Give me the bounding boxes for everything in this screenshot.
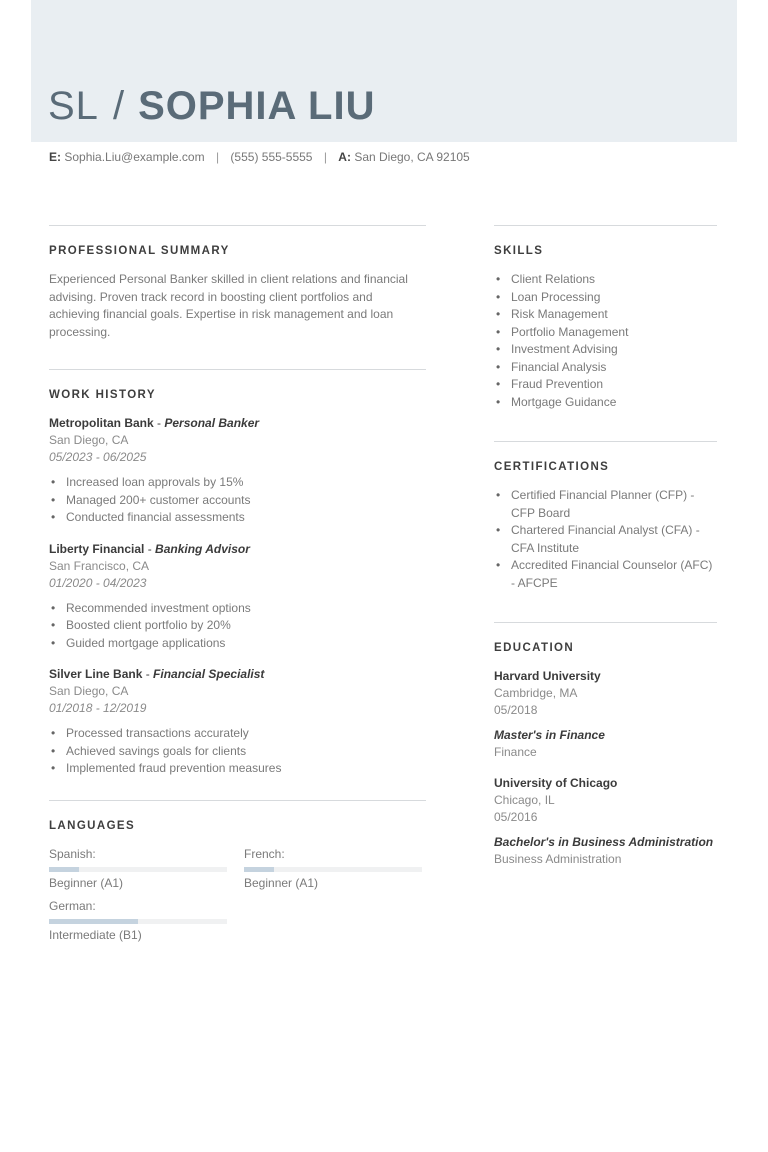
job-bullet: • Managed 200+ customer accounts xyxy=(49,492,426,510)
job-bullet: • Conducted financial assessments xyxy=(49,509,426,527)
language-level: Intermediate (B1) xyxy=(49,927,142,942)
education-title: EDUCATION xyxy=(494,642,575,654)
job-bullet: • Recommended investment options xyxy=(49,600,426,618)
job-company: Metropolitan Bank xyxy=(49,416,154,430)
job-location: San Diego, CA xyxy=(49,433,129,447)
certification-item: • Accredited Financial Counselor (AFC) - AFCPE xyxy=(494,557,717,592)
languages-grid xyxy=(49,846,426,976)
job-bullets xyxy=(49,474,426,527)
skill-item: • Client Relations xyxy=(494,271,717,289)
address-value: San Diego, CA 92105 xyxy=(354,150,470,164)
education-degree: Master's in Finance xyxy=(494,728,605,742)
skill-item: • Loan Processing xyxy=(494,289,717,307)
skills-section xyxy=(494,225,717,441)
job-company: Liberty Financial xyxy=(49,541,145,556)
skill-item: • Portfolio Management xyxy=(494,324,717,342)
work-section xyxy=(49,369,426,800)
skill-item: • Financial Analysis xyxy=(494,359,717,377)
contact-separator: | xyxy=(215,150,220,164)
language-item xyxy=(244,846,422,891)
education-date: 05/2018 xyxy=(494,703,538,717)
language-level: Beginner (A1) xyxy=(244,875,319,890)
section-divider xyxy=(49,369,426,370)
language-bar-fill xyxy=(244,867,274,872)
contact-line xyxy=(49,150,470,164)
language-name: German: xyxy=(49,898,96,913)
job-entry xyxy=(49,666,426,778)
section-divider xyxy=(494,622,717,623)
job-bullet: • Achieved savings goals for clients xyxy=(49,743,426,761)
right-column xyxy=(494,225,717,910)
language-level: Beginner (A1) xyxy=(49,875,124,890)
education-field: Finance xyxy=(494,745,537,759)
job-bullet: • Increased loan approvals by 15% xyxy=(49,474,426,492)
certification-item: • Certified Financial Planner (CFP) - CFP Board xyxy=(494,487,717,522)
summary-section xyxy=(49,225,426,369)
name-slash: / xyxy=(112,84,125,128)
language-item xyxy=(49,846,227,891)
education-field: Business Administration xyxy=(494,852,622,866)
address-label: A: xyxy=(338,150,351,164)
name-heading xyxy=(48,82,375,130)
education-location: Cambridge, MA xyxy=(494,686,578,700)
job-location: San Diego, CA xyxy=(49,684,129,698)
job-company: Silver Line Bank xyxy=(49,667,143,681)
language-bar xyxy=(244,867,422,872)
job-entry xyxy=(49,541,426,653)
section-divider xyxy=(494,225,717,226)
job-bullets xyxy=(49,600,426,653)
language-item xyxy=(49,898,227,943)
language-name: French: xyxy=(244,846,285,861)
phone-value[interactable]: (555) 555-5555 xyxy=(230,150,313,164)
name-initials: SL xyxy=(48,84,99,128)
job-bullet: • Guided mortgage applications xyxy=(49,635,426,653)
certifications-list xyxy=(494,487,717,592)
job-bullets xyxy=(49,725,426,778)
job-dates: 01/2020 - 04/2023 xyxy=(49,575,147,590)
email-label: E: xyxy=(49,150,61,164)
job-dash: - xyxy=(153,416,165,430)
education-location: Chicago, IL xyxy=(494,793,555,807)
education-entry xyxy=(494,668,717,761)
language-bar xyxy=(49,919,227,924)
education-degree: Bachelor's in Business Administration xyxy=(494,835,714,849)
skills-title: SKILLS xyxy=(494,245,544,257)
job-dates: 05/2023 - 06/2025 xyxy=(49,450,147,464)
education-school: University of Chicago xyxy=(494,776,618,790)
education-school: Harvard University xyxy=(494,669,601,683)
job-title xyxy=(49,666,426,683)
job-dash: - xyxy=(144,541,156,556)
section-divider xyxy=(49,800,426,801)
email-value[interactable]: Sophia.Liu@example.com xyxy=(64,150,205,164)
job-bullet: • Implemented fraud prevention measures xyxy=(49,760,426,778)
certifications-title: CERTIFICATIONS xyxy=(494,461,610,473)
skill-item: • Fraud Prevention xyxy=(494,376,717,394)
language-bar-fill xyxy=(49,919,138,924)
job-role: Financial Specialist xyxy=(153,667,265,681)
full-name: SOPHIA LIU xyxy=(138,84,376,128)
job-bullet: • Processed transactions accurately xyxy=(49,725,426,743)
job-title xyxy=(49,415,426,432)
job-title xyxy=(49,541,426,558)
job-bullet: • Boosted client portfolio by 20% xyxy=(49,617,426,635)
languages-section xyxy=(49,800,426,1004)
language-bar xyxy=(49,867,227,872)
job-role: Personal Banker xyxy=(164,416,260,430)
job-location: San Francisco, CA xyxy=(49,558,150,573)
summary-text: Experienced Personal Banker skilled in client relations and financial advising. Proven track record in boosting client portfolios and achieving financial goals. Expertise in risk management and loan processing. xyxy=(49,272,408,339)
job-role: Banking Advisor xyxy=(155,541,250,556)
job-dates: 01/2018 - 12/2019 xyxy=(49,701,147,715)
languages-title: LANGUAGES xyxy=(49,819,136,832)
contact-separator: | xyxy=(323,150,327,164)
skill-item: • Risk Management xyxy=(494,306,717,324)
skills-list xyxy=(494,271,717,411)
language-bar-fill xyxy=(49,867,79,872)
skill-item: • Investment Advising xyxy=(494,341,717,359)
section-divider xyxy=(49,225,426,226)
certifications-section xyxy=(494,441,717,622)
skill-item: • Mortgage Guidance xyxy=(494,394,717,412)
education-date: 05/2016 xyxy=(494,810,538,824)
education-entry xyxy=(494,775,717,868)
summary-title: PROFESSIONAL SUMMARY xyxy=(49,245,230,257)
work-title: WORK HISTORY xyxy=(49,389,156,401)
section-divider xyxy=(494,441,717,442)
left-column xyxy=(49,225,426,1004)
education-section xyxy=(494,622,717,910)
language-name: Spanish: xyxy=(49,846,96,861)
certification-item: • Chartered Financial Analyst (CFA) - CFA Institute xyxy=(494,522,717,557)
job-dash: - xyxy=(142,667,154,681)
job-entry xyxy=(49,415,426,527)
